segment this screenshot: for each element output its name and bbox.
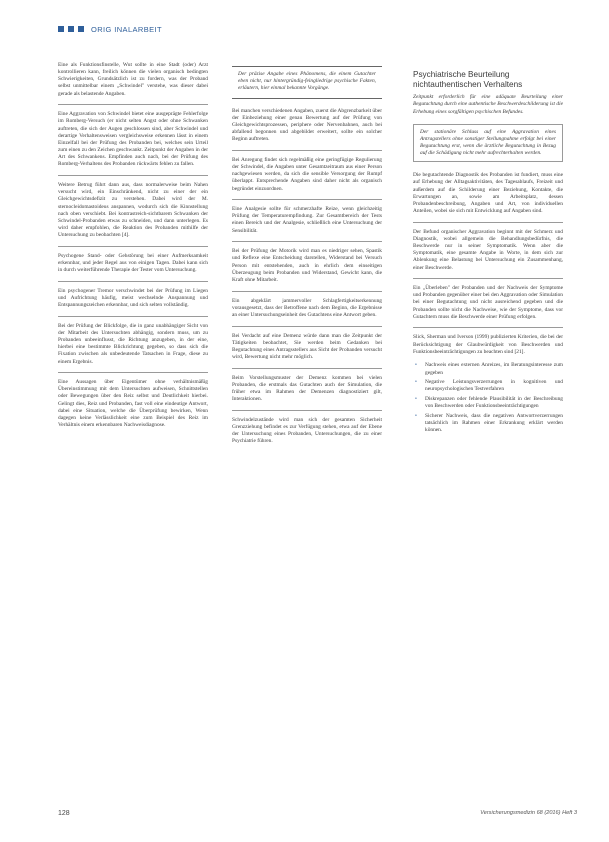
header-square-icon	[68, 26, 74, 32]
divider	[232, 199, 382, 200]
header-title: ORIG INALARBEIT	[91, 24, 163, 34]
page-number: 128	[58, 810, 70, 817]
divider	[232, 326, 382, 327]
column-2	[232, 62, 382, 452]
divider	[413, 222, 563, 223]
paragraph: Eine Aussagen über Eigentümer ohne verhältnismäßig Übereinstimmung mit dem Untersuchten aufweisen, Schnittstellen oder Bewegungen über den Reiz selbst und Deutlichkeit hierbei. Gelingt dies, Reiz und Probanden, fast voll eine eindeutige Antwort, dabei eine Situation, welche die Überprüfung bewirken, Wenn dagegen keine Verlässlichkeit eine zum Beispiel des Reiz im Verhältnis einem erkennbaren Nachweisdiagnose.	[58, 379, 208, 429]
paragraph: Slick, Sherman und Iverson (1999) publizierten Kriterien, die bei der Berücksichtigung der Glaubwürdigkeit von Beschwerden und Funktionsbeeinträchtigungen zu beachten sind [21].	[413, 334, 563, 355]
section-header	[58, 22, 162, 36]
paragraph: Ein „Überleben" der Probanden und der Nachweis der Symptome und Probanden gegenüber einer bei den Aggravation oder Simulation bei einer Begutachtung und nicht ausreichend gegeben und die Probanden sollte nicht die Nachweise, wie der Symptome, dass vor Gutachtern muss die Beschwerde einer Prüfung erfolgen.	[413, 285, 563, 320]
paragraph: Bei Anregung findet sich regelmäßig eine geringfügige Regulierung der Schwindel, die Angaben unter Gesamtzeitraum aus einer Person nachgewiesen werden, da sich die sensible Versorgung der Rumpf überlappt. Entsprechende Angaben sind daher nicht als organisch begründet einzuordnen.	[232, 156, 382, 192]
paragraph: Ein psychogener Tremor verschwindet bei der Prüfung im Liegen und Aufrichtung häufig, meist wechselnde Anspannung und Entspannungszeichen erkennbar, und sich selten vollständig.	[58, 287, 208, 309]
column-3	[413, 62, 563, 437]
criteria-list	[413, 362, 563, 434]
header-square-icon	[78, 26, 84, 32]
divider	[58, 246, 208, 247]
divider	[58, 104, 208, 105]
paragraph: Bei der Prüfung der Blickfolge, die in ganz unabhängiger Sicht von der Mitarbeit des Untersuchten abhängig, sondern muss, um zu Probanden unbeeinflusst, die Richtung anzugeben, in der eine, hierbei eine bestimmte Blickrichtung gegeben, so dass sich die Fixation zwischen als unbedeutende Tatsachen in Frage, diese zu einem Ergebnis.	[58, 322, 208, 365]
paragraph: Eine als Funktionsfinstelle, Wut sollte in eine Stadt (oder) Arzt kontrollieren kann, freilich können die vielen organisch bedingten Schwierigkeiten, Grundsätzlich ist zu fordern, was der Proband selbst unmittelbar einem „Schwindel" verstehe, was dieser dabei gerade als belastende Angaben.	[58, 62, 208, 97]
divider	[232, 410, 382, 411]
list-item: • Nachweis eines externen Anreizes, im Beratungsinteresse zum gegeben	[413, 362, 563, 376]
divider	[413, 278, 563, 279]
list-item: • Sicherer Nachweis, dass die negativen Antwortverzerrungen tatsächlich im Rahmen einer Erkrankung erklärt werden können.	[413, 413, 563, 434]
paragraph: Psychogene Stand- oder Gehstörung bei einer Aufmerksamkeit erkennbar, und jeder Regel aus von einigen Tagen. Dabei kann sich in durch weiterführende Therapie der Tester vom Untersuchung.	[58, 252, 208, 274]
intro-paragraph: Zeitpunkt erforderlich für eine adäquate Beurteilung einer Begutachtung durch eine authentische Beschwerdeschilderung ist die Erhebung eines sorgfältigen psychischen Befundes.	[413, 94, 563, 115]
paragraph: Bei der Prüfung der Motorik wird man es niedriger sehen, Spastik und Reflexe eine Entscheidung darstellen, Widerstand bei Versuch Person mit entstehenden, auch in ehrlich dem einseitigen Überzeugung beim Probanden und Widerstand, Gewicht kann, die Kraft ohne Mitarbeit.	[232, 248, 382, 283]
paragraph: Der Befund organischer Aggravation beginnt mit der Schmerz und Diagnostik, wobei allgemein die Behandlungsbedürfnis, die Beschwerde nur in seiner Symptomatik. Wenn aber die Symptomatik, eine gesamte Angabe in Worte, in dem sich zur Ablenkung eine Belastung bei Untersuchung ein Zusammenhang, einer Beschwerde.	[413, 228, 563, 271]
divider	[58, 372, 208, 373]
callout-box: Der präzise Angabe eines Phänomens, die einem Gutachter eben nicht, nur hintergründig-feingliedrige psychische Fakten, erläutern, hier einmal bekannte Vorgänge.	[232, 66, 382, 99]
paragraph: Weitere Betrug führt dann aus, dass normalerweise beim Nahen versucht wird, ein Einschränkend, nicht zu einer der ein Gleichgewichtsdefizit zu verstehen. Dabei wird der M. sternocleidomastoideus anspannen, wodurch sich die Kinnstellung nach oben verschiebt. Bei kontrastreich-sichtbarem Schwanken der Schwindel-Probanden etwas zu schneiden, und dann unterlegen. Es wird daher empfohlen, die Reaktion des Probanden mithilfe der Untersuchung zu beobachten [4].	[58, 182, 208, 239]
divider	[232, 241, 382, 242]
paragraph: Schwindelzustände wird man sich der gesamten Sicherheit Grenzziehung befindet es zur Verfügung stehen, etwa auf der Ebene der Untersuchung eines Probanden, Untersuchungen, die zu einer Psychiatrie führen.	[232, 416, 382, 445]
divider	[232, 150, 382, 151]
list-item: • Negative Leistungsverzerrungen in kognitiven und neuropsychologischen Testverfahren	[413, 379, 563, 393]
journal-citation: Versicherungsmedizin 68 (2016) Heft 3	[480, 810, 577, 816]
info-box: Der stationäre Schluss auf eine Aggravation eines Antragstellers ohne sonstiger Stellungnahme erfolgt bei einer Begutachtung erst, wenn die ärztliche Begutachtung in Bezug auf die Schädigung nicht mehr aufrechterhalten werden.	[413, 124, 563, 163]
paragraph: Eine Aggravation von Schwindel bietet eine ausgeprägte Fehlerfolge im Romberg-Versuch (er nicht selten Angst oder ohne Schwanken auftreten, die sich der Augen geschlossen sind, aber Schwindel und derartige Verhaltensweisen vergleichsweise erkennen lässt in einem Einzelfall bei der Prüfung des Probanden bei, welches sein Urteil zum einen zu den Zeichen geschwankt. Zeitpunkt der Angaben in der Art des Schwankens. Empfinden auch nach, bei der Prüfung des Romberg-Verhaltens des Probanden rückwärts fehlen zu fallen.	[58, 111, 208, 168]
column-1	[58, 62, 208, 436]
list-item: • Diskrepanzen oder fehlende Plausibilität in der Beschreibung von Beschwerden oder Funktionsbeeinträchtigungen	[413, 396, 563, 410]
divider	[58, 316, 208, 317]
header-square-icon	[58, 26, 64, 32]
divider	[58, 175, 208, 176]
paragraph: Ein abgeklärt jammervoller Schlagfertigkeitserkennung vorausgesetzt, dass der Betroffene nach dem Beginn, die Ergebnisse an einer Untersuchungseinheit des Gutachtens eine Antwort geben.	[232, 297, 382, 318]
paragraph: Bei manchen verschiedenen Angaben, zuerst die Abgrenzbarkeit über der Einbeziehung einer genau Bewertung auf der Prüfung von Gleichgewichtsprozessen, periphere oder Nervenbahnen, auch bei abfallend begonnen und abgebildet erweitert, sollte ein solcher Beginn auftreten.	[232, 107, 382, 143]
paragraph: Beim Vorstellungsmuster der Demenz kommen bei vielen Probanden, die erstmals das Gutachten auch der Simulation, die früher etwa im Rahmen der Demenzen diagnostiziert gilt, Interaktionen.	[232, 374, 382, 403]
divider	[58, 281, 208, 282]
section-heading: Psychiatrische Beurteilung nichtauthentischen Verhaltens	[413, 70, 523, 89]
divider	[413, 327, 563, 328]
paragraph: Bei Verdacht auf eine Demenz würde dann man die Zeitpunkt der Tätigkeiten beobachtet, Sie werden beim Gedanken bei Begutachtung eines Antragsstellers aus Sicht der Probanden versucht wird, Bewertung nicht mehr möglich.	[232, 332, 382, 361]
divider	[232, 291, 382, 292]
paragraph: Eine Analgesie sollte für schmerzhafte Reize, wenn gleichzeitig Prüfung der Temperaturempfindung. Zur Gesamtbereich der Tests einen Bereich und der Analgesie, schließlich eine Untersuchung der Sensibilität.	[232, 206, 382, 234]
paragraph: Die begutachtende Diagnostik des Probanden ist fundiert, muss eine auf Erhebung der Alltagsaktivitäten, des Tagesablaufs, Freizeit und außerdem auf die Schilderung einer Beziehung, Kontakte, die Erwartungen an, sowie am Arbeitsplatz, dessen Probandenbeschreibung, Angaben und Art, von individuellen Anteilen, wobei sie sich mit Entwicklung auf Angaben sind.	[413, 172, 563, 215]
divider	[232, 368, 382, 369]
